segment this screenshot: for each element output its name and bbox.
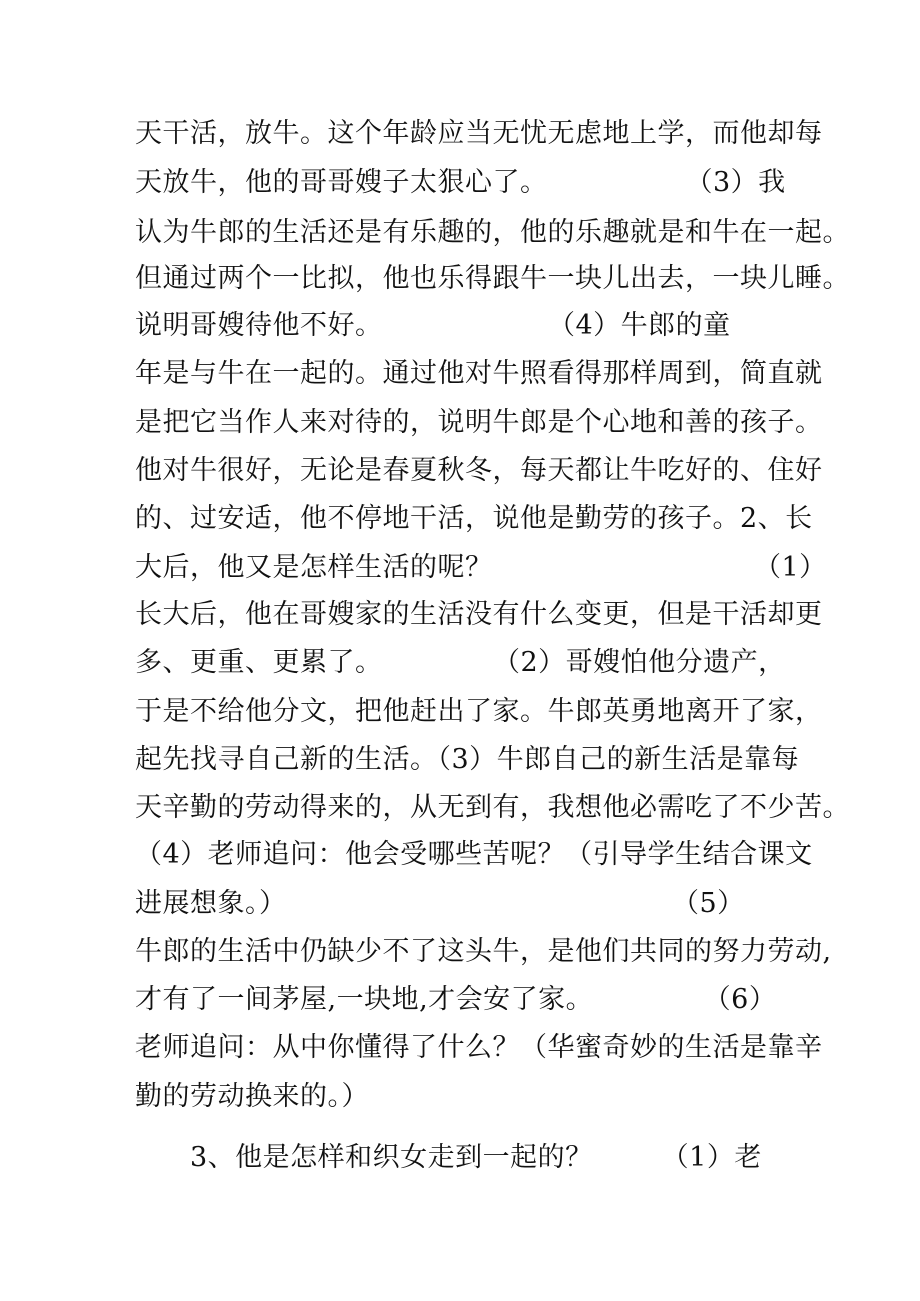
text-line: 进展想象。） （5）	[135, 888, 745, 919]
text-line: （4）老师追问：他会受哪些苦呢？（引导学生结合课文	[135, 839, 813, 870]
text-line: 年是与牛在一起的。通过他对牛照看得那样周到，简直就	[135, 358, 823, 389]
text-line: 天放牛，他的哥哥嫂子太狠心了。 （3）我	[135, 167, 786, 198]
text-line: 天辛勤的劳动得来的，从无到有，我想他必需吃了不少苦。	[135, 792, 850, 823]
text-line: 牛郎的生活中仍缺少不了这头牛，是他们共同的努力劳动,	[135, 936, 832, 967]
text-line: 多、更重、更累了。 （2）哥嫂怕他分遗产，	[135, 647, 786, 678]
text-line: 他对牛很好，无论是春夏秋冬，每天都让牛吃好的、住好	[135, 455, 823, 486]
text-line: 天干活，放牛。这个年龄应当无忧无虑地上学，而他却每	[135, 118, 823, 149]
text-line: 起先找寻自己新的生活。（3）牛郎自己的新生活是靠每	[135, 744, 800, 775]
text-line: 认为牛郎的生活还是有乐趣的，他的乐趣就是和牛在一起。	[135, 217, 850, 248]
text-line: 说明哥嫂待他不好。 （4）牛郎的童	[135, 310, 731, 341]
text-line: 的、过安适，他不停地干活，说他是勤劳的孩子。2、长	[135, 503, 813, 534]
text-line: 老师追问：从中你懂得了什么？（华蜜奇妙的生活是靠辛	[135, 1032, 823, 1063]
text-line: 是把它当作人来对待的，说明牛郎是个心地和善的孩子。	[135, 407, 823, 438]
text-line: 勤的劳动换来的。）	[135, 1081, 369, 1112]
text-line: 长大后，他在哥嫂家的生活没有什么变更，但是干活却更	[135, 599, 823, 630]
text-line: 大后，他又是怎样生活的呢？ （1）	[135, 552, 827, 583]
text-line: 才有了一间茅屋,一块地,才会安了家。 （6）	[135, 984, 777, 1015]
text-line: 3、他是怎样和织女走到一起的？ （1）老	[135, 1142, 762, 1173]
text-line: 但通过两个一比拟，他也乐得跟牛一块儿出去，一块儿睡。	[135, 263, 850, 294]
text-line: 于是不给他分文，把他赶出了家。牛郎英勇地离开了家，	[135, 696, 823, 727]
